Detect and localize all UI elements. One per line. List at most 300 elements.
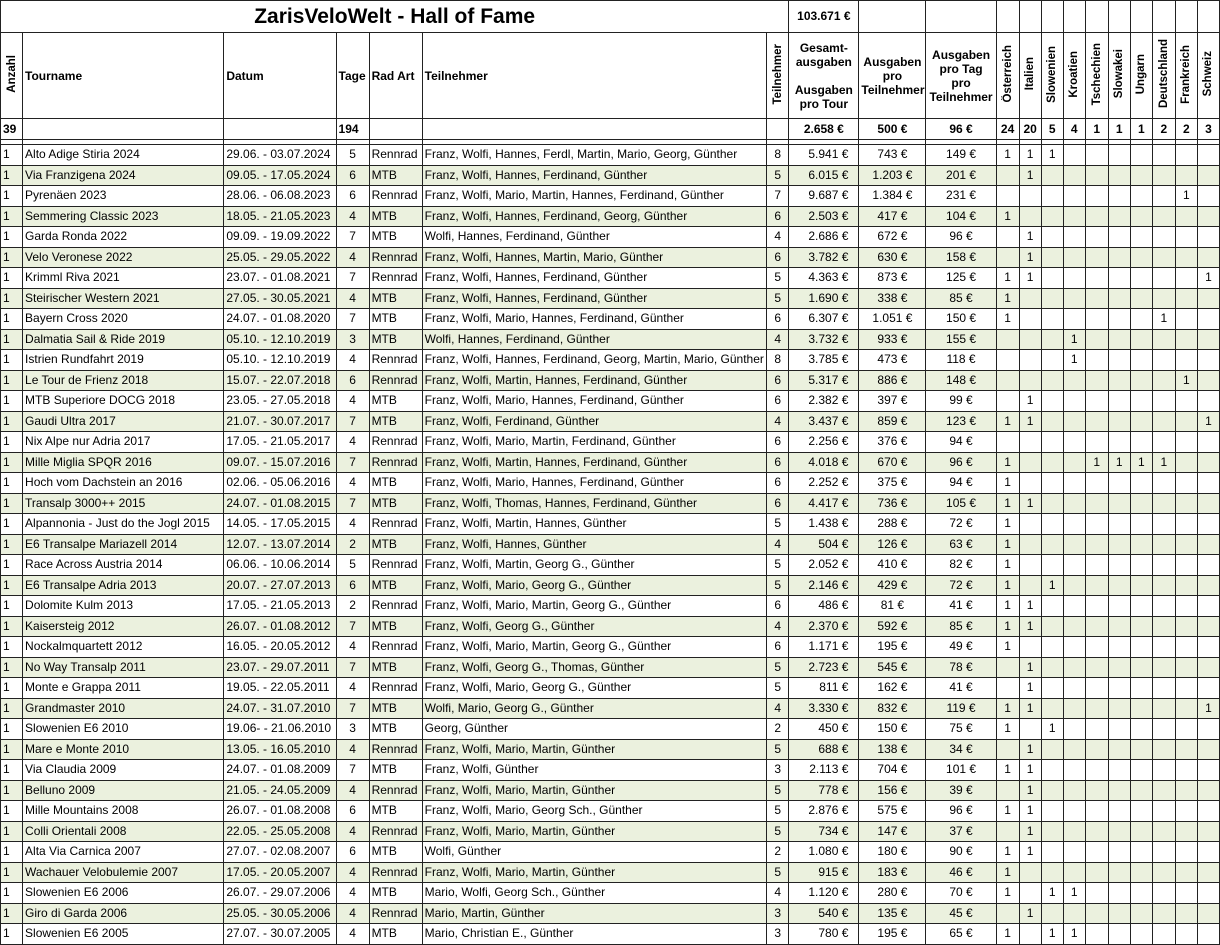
cell-teilnehmer-count: 5 xyxy=(767,739,789,760)
cell-country: 1 xyxy=(1197,268,1219,289)
cell-teilnehmer: Franz, Wolfi, Ferdinand, Günther xyxy=(422,411,767,432)
cell-country xyxy=(1130,206,1152,227)
cell-tage: 4 xyxy=(336,514,369,535)
header-pro-teilnehmer: Ausgaben pro Teilnehmer xyxy=(859,33,926,119)
cell-pro-teilnehmer: 1.203 € xyxy=(859,165,926,186)
cell-radart: MTB xyxy=(369,657,422,678)
cell-tourname: Steirischer Western 2021 xyxy=(23,288,224,309)
cell-country: 1 xyxy=(996,555,1019,576)
cell-country: 1 xyxy=(1019,227,1041,248)
cell-teilnehmer-count: 5 xyxy=(767,268,789,289)
cell-country xyxy=(1085,842,1108,863)
cell-country xyxy=(1130,760,1152,781)
cell-pro-tag: 41 € xyxy=(926,596,996,617)
cell-anzahl: 1 xyxy=(1,801,23,822)
cell-teilnehmer-count: 5 xyxy=(767,678,789,699)
cell-country: 1 xyxy=(996,616,1019,637)
cell-teilnehmer: Franz, Wolfi, Georg G., Thomas, Günther xyxy=(422,657,767,678)
cell-teilnehmer: Franz, Wolfi, Mario, Georg G., Günther xyxy=(422,678,767,699)
cell-pro-tag: 41 € xyxy=(926,678,996,699)
cell-country xyxy=(1041,657,1063,678)
cell-datum: 24.07. - 01.08.2015 xyxy=(224,493,336,514)
cell-country xyxy=(1108,268,1130,289)
cell-country: 1 xyxy=(996,719,1019,740)
table-row xyxy=(1,719,1220,740)
cell-country xyxy=(1175,760,1197,781)
cell-teilnehmer-count: 5 xyxy=(767,555,789,576)
cell-teilnehmer: Franz, Wolfi, Hannes, Ferdl, Martin, Mario, Georg, Günther xyxy=(422,145,767,166)
cell-country xyxy=(1152,637,1175,658)
cell-datum: 05.10. - 12.10.2019 xyxy=(224,329,336,350)
cell-pro-teilnehmer: 429 € xyxy=(859,575,926,596)
cell-teilnehmer-count: 6 xyxy=(767,206,789,227)
cell-anzahl: 1 xyxy=(1,452,23,473)
cell-tage: 4 xyxy=(336,432,369,453)
cell-pro-tag: 158 € xyxy=(926,247,996,268)
cell-pro-tag: 39 € xyxy=(926,780,996,801)
cell-country xyxy=(1108,370,1130,391)
cell-pro-teilnehmer: 338 € xyxy=(859,288,926,309)
table-row xyxy=(1,329,1220,350)
cell-country xyxy=(1019,862,1041,883)
cell-country xyxy=(1152,842,1175,863)
cell-country xyxy=(1041,186,1063,207)
cell-country xyxy=(1130,801,1152,822)
cell-teilnehmer: Franz, Wolfi, Georg G., Günther xyxy=(422,616,767,637)
cell-gesamt: 2.723 € xyxy=(789,657,859,678)
cell-gesamt: 2.252 € xyxy=(789,473,859,494)
cell-datum: 21.05. - 24.05.2009 xyxy=(224,780,336,801)
cell-country: 1 xyxy=(1041,883,1063,904)
table-row xyxy=(1,186,1220,207)
cell-tage: 3 xyxy=(336,329,369,350)
cell-country xyxy=(1197,862,1219,883)
cell-teilnehmer-count: 4 xyxy=(767,227,789,248)
cell-gesamt: 3.330 € xyxy=(789,698,859,719)
cell-country xyxy=(1063,432,1085,453)
cell-gesamt: 1.120 € xyxy=(789,883,859,904)
cell-anzahl: 1 xyxy=(1,165,23,186)
cell-country xyxy=(1152,760,1175,781)
cell-country xyxy=(996,432,1019,453)
cell-country xyxy=(1041,473,1063,494)
cell-radart: MTB xyxy=(369,411,422,432)
cell-anzahl: 1 xyxy=(1,288,23,309)
cell-country xyxy=(1108,616,1130,637)
table-row xyxy=(1,842,1220,863)
cell-country: 1 xyxy=(996,145,1019,166)
cell-country xyxy=(1175,616,1197,637)
cell-tourname: E6 Transalpe Adria 2013 xyxy=(23,575,224,596)
cell-datum: 27.07. - 02.08.2007 xyxy=(224,842,336,863)
cell-country xyxy=(1152,739,1175,760)
cell-teilnehmer: Georg, Günther xyxy=(422,719,767,740)
cell-radart: Rennrad xyxy=(369,637,422,658)
cell-teilnehmer-count: 4 xyxy=(767,411,789,432)
cell-country xyxy=(1085,678,1108,699)
cell-country xyxy=(1041,370,1063,391)
cell-country xyxy=(1063,739,1085,760)
cell-tage: 4 xyxy=(336,739,369,760)
cell-country: 1 xyxy=(1152,309,1175,330)
cell-teilnehmer: Franz, Wolfi, Mario, Martin, Ferdinand, Günther xyxy=(422,432,767,453)
cell-country xyxy=(1152,883,1175,904)
table-row xyxy=(1,780,1220,801)
summary-country: 2 xyxy=(1152,119,1175,140)
cell-country xyxy=(1019,555,1041,576)
cell-country xyxy=(1197,329,1219,350)
cell-country xyxy=(1063,698,1085,719)
cell-country xyxy=(1108,165,1130,186)
cell-teilnehmer-count: 6 xyxy=(767,247,789,268)
header-country: Slowakei xyxy=(1108,33,1130,119)
header-country: Ungarn xyxy=(1130,33,1152,119)
cell-teilnehmer-count: 8 xyxy=(767,145,789,166)
cell-teilnehmer: Franz, Wolfi, Martin, Hannes, Günther xyxy=(422,514,767,535)
cell-country xyxy=(1130,739,1152,760)
cell-country: 1 xyxy=(1085,452,1108,473)
cell-country xyxy=(1130,903,1152,924)
cell-country xyxy=(1108,760,1130,781)
table-row xyxy=(1,801,1220,822)
cell-pro-teilnehmer: 162 € xyxy=(859,678,926,699)
cell-datum: 24.07. - 01.08.2009 xyxy=(224,760,336,781)
cell-gesamt: 2.370 € xyxy=(789,616,859,637)
cell-tage: 2 xyxy=(336,534,369,555)
cell-pro-teilnehmer: 873 € xyxy=(859,268,926,289)
cell-country xyxy=(1108,391,1130,412)
cell-country xyxy=(1063,411,1085,432)
cell-country xyxy=(1197,678,1219,699)
cell-teilnehmer: Franz, Wolfi, Martin, Hannes, Ferdinand, Günther xyxy=(422,452,767,473)
cell-tourname: Mille Mountains 2008 xyxy=(23,801,224,822)
cell-pro-tag: 101 € xyxy=(926,760,996,781)
cell-country xyxy=(1041,206,1063,227)
cell-gesamt: 9.687 € xyxy=(789,186,859,207)
cell-country xyxy=(1197,288,1219,309)
cell-country xyxy=(1197,575,1219,596)
cell-country xyxy=(1197,452,1219,473)
summary-tage: 194 xyxy=(336,119,369,140)
cell-pro-teilnehmer: 375 € xyxy=(859,473,926,494)
cell-datum: 18.05. - 21.05.2023 xyxy=(224,206,336,227)
cell-tage: 7 xyxy=(336,227,369,248)
cell-country xyxy=(1019,186,1041,207)
cell-teilnehmer-count: 6 xyxy=(767,432,789,453)
cell-tage: 4 xyxy=(336,637,369,658)
cell-country xyxy=(1197,370,1219,391)
cell-country: 1 xyxy=(996,452,1019,473)
cell-tourname: Monte e Grappa 2011 xyxy=(23,678,224,699)
cell-teilnehmer: Franz, Wolfi, Mario, Georg G., Günther xyxy=(422,575,767,596)
cell-country xyxy=(1152,329,1175,350)
cell-teilnehmer: Franz, Wolfi, Mario, Martin, Georg G., Günther xyxy=(422,596,767,617)
cell-country xyxy=(1063,268,1085,289)
cell-radart: Rennrad xyxy=(369,268,422,289)
cell-tage: 7 xyxy=(336,760,369,781)
cell-teilnehmer: Wolfi, Mario, Georg G., Günther xyxy=(422,698,767,719)
cell-anzahl: 1 xyxy=(1,268,23,289)
cell-country xyxy=(1175,391,1197,412)
cell-country: 1 xyxy=(1063,924,1085,945)
header-teilnehmer: Teilnehmer xyxy=(422,33,767,119)
summary-pro-teilnehmer: 500 € xyxy=(859,119,926,140)
cell-teilnehmer-count: 6 xyxy=(767,309,789,330)
cell-country xyxy=(1019,206,1041,227)
cell-pro-teilnehmer: 135 € xyxy=(859,903,926,924)
cell-country xyxy=(1085,575,1108,596)
cell-country xyxy=(1130,883,1152,904)
cell-country xyxy=(1085,329,1108,350)
cell-teilnehmer-count: 6 xyxy=(767,596,789,617)
cell-radart: MTB xyxy=(369,719,422,740)
cell-country xyxy=(1041,350,1063,371)
cell-country xyxy=(1175,678,1197,699)
cell-country xyxy=(1130,227,1152,248)
cell-country xyxy=(1152,801,1175,822)
cell-country xyxy=(1175,801,1197,822)
cell-country: 1 xyxy=(1019,391,1041,412)
cell-datum: 06.06. - 10.06.2014 xyxy=(224,555,336,576)
cell-country xyxy=(1085,247,1108,268)
cell-pro-tag: 65 € xyxy=(926,924,996,945)
cell-teilnehmer: Franz, Wolfi, Mario, Hannes, Ferdinand, Günther xyxy=(422,391,767,412)
cell-country: 1 xyxy=(1019,268,1041,289)
cell-teilnehmer-count: 4 xyxy=(767,698,789,719)
cell-gesamt: 915 € xyxy=(789,862,859,883)
cell-country xyxy=(1108,596,1130,617)
cell-tage: 2 xyxy=(336,596,369,617)
cell-country xyxy=(1175,883,1197,904)
cell-anzahl: 1 xyxy=(1,227,23,248)
cell-country: 1 xyxy=(1063,883,1085,904)
cell-country: 1 xyxy=(1019,760,1041,781)
cell-radart: Rennrad xyxy=(369,432,422,453)
cell-radart: Rennrad xyxy=(369,821,422,842)
cell-radart: Rennrad xyxy=(369,186,422,207)
cell-teilnehmer: Franz, Wolfi, Mario, Martin, Georg G., Günther xyxy=(422,637,767,658)
cell-pro-tag: 96 € xyxy=(926,227,996,248)
cell-country: 1 xyxy=(996,206,1019,227)
cell-country xyxy=(1063,575,1085,596)
cell-country xyxy=(1085,350,1108,371)
cell-country xyxy=(1041,165,1063,186)
cell-country xyxy=(1197,473,1219,494)
cell-country xyxy=(1019,309,1041,330)
cell-country xyxy=(1085,616,1108,637)
cell-country xyxy=(1175,514,1197,535)
table-row xyxy=(1,821,1220,842)
cell-radart: MTB xyxy=(369,883,422,904)
cell-teilnehmer: Franz, Wolfi, Hannes, Ferdinand, Günther xyxy=(422,165,767,186)
cell-pro-tag: 45 € xyxy=(926,903,996,924)
cell-country: 1 xyxy=(996,862,1019,883)
cell-gesamt: 2.686 € xyxy=(789,227,859,248)
cell-country: 1 xyxy=(1041,924,1063,945)
cell-country: 1 xyxy=(1175,186,1197,207)
cell-country xyxy=(1130,719,1152,740)
cell-country xyxy=(1085,719,1108,740)
cell-country xyxy=(1197,206,1219,227)
cell-country xyxy=(996,391,1019,412)
cell-gesamt: 2.113 € xyxy=(789,760,859,781)
cell-pro-tag: 49 € xyxy=(926,637,996,658)
cell-country: 1 xyxy=(1019,596,1041,617)
cell-country xyxy=(1041,534,1063,555)
table-row xyxy=(1,288,1220,309)
table-row xyxy=(1,903,1220,924)
cell-country xyxy=(1197,145,1219,166)
table-row xyxy=(1,411,1220,432)
cell-country xyxy=(1108,801,1130,822)
cell-pro-tag: 75 € xyxy=(926,719,996,740)
cell-datum: 23.07. - 01.08.2021 xyxy=(224,268,336,289)
cell-country xyxy=(1063,309,1085,330)
cell-country xyxy=(1130,268,1152,289)
cell-gesamt: 1.690 € xyxy=(789,288,859,309)
cell-anzahl: 1 xyxy=(1,534,23,555)
cell-country xyxy=(1197,780,1219,801)
cell-country: 1 xyxy=(1019,411,1041,432)
cell-country xyxy=(1130,247,1152,268)
cell-teilnehmer: Franz, Wolfi, Martin, Hannes, Ferdinand, Günther xyxy=(422,370,767,391)
cell-country xyxy=(1108,883,1130,904)
header-anzahl: Anzahl xyxy=(1,33,23,119)
cell-country xyxy=(1041,698,1063,719)
cell-pro-tag: 119 € xyxy=(926,698,996,719)
cell-country xyxy=(1063,206,1085,227)
cell-country: 1 xyxy=(1130,452,1152,473)
cell-country: 1 xyxy=(996,514,1019,535)
cell-teilnehmer: Franz, Wolfi, Thomas, Hannes, Ferdinand, Günther xyxy=(422,493,767,514)
cell-gesamt: 2.382 € xyxy=(789,391,859,412)
cell-datum: 15.07. - 22.07.2018 xyxy=(224,370,336,391)
cell-country xyxy=(1197,432,1219,453)
cell-country xyxy=(1063,555,1085,576)
table-row xyxy=(1,616,1220,637)
cell-country xyxy=(1175,473,1197,494)
cell-anzahl: 1 xyxy=(1,555,23,576)
cell-country xyxy=(1130,186,1152,207)
cell-country xyxy=(1108,432,1130,453)
cell-tage: 3 xyxy=(336,719,369,740)
cell-country xyxy=(1152,616,1175,637)
cell-country xyxy=(1130,329,1152,350)
cell-pro-teilnehmer: 183 € xyxy=(859,862,926,883)
cell-radart: MTB xyxy=(369,616,422,637)
cell-tourname: Slowenien E6 2006 xyxy=(23,883,224,904)
cell-pro-tag: 90 € xyxy=(926,842,996,863)
cell-country xyxy=(1175,493,1197,514)
cell-anzahl: 1 xyxy=(1,186,23,207)
cell-country xyxy=(1152,411,1175,432)
table-row xyxy=(1,247,1220,268)
cell-country xyxy=(1063,780,1085,801)
cell-tage: 7 xyxy=(336,493,369,514)
cell-country: 1 xyxy=(996,760,1019,781)
cell-anzahl: 1 xyxy=(1,760,23,781)
cell-anzahl: 1 xyxy=(1,514,23,535)
table-row xyxy=(1,514,1220,535)
cell-teilnehmer-count: 4 xyxy=(767,883,789,904)
table-row xyxy=(1,596,1220,617)
cell-country xyxy=(1041,801,1063,822)
cell-pro-tag: 104 € xyxy=(926,206,996,227)
cell-country xyxy=(1085,760,1108,781)
cell-country xyxy=(1108,288,1130,309)
cell-country xyxy=(1041,616,1063,637)
cell-country xyxy=(1063,165,1085,186)
cell-country xyxy=(1041,903,1063,924)
cell-datum: 12.07. - 13.07.2014 xyxy=(224,534,336,555)
cell-country: 1 xyxy=(1197,411,1219,432)
cell-tourname: Velo Veronese 2022 xyxy=(23,247,224,268)
cell-gesamt: 3.782 € xyxy=(789,247,859,268)
cell-country xyxy=(1041,227,1063,248)
cell-country xyxy=(1019,350,1041,371)
cell-tourname: Mille Miglia SPQR 2016 xyxy=(23,452,224,473)
cell-tourname: Istrien Rundfahrt 2019 xyxy=(23,350,224,371)
cell-pro-teilnehmer: 832 € xyxy=(859,698,926,719)
table-row xyxy=(1,206,1220,227)
header-pro-tag: Ausgaben pro Tag pro Teilnehmer xyxy=(926,33,996,119)
cell-country: 1 xyxy=(1019,698,1041,719)
cell-country xyxy=(1197,350,1219,371)
cell-country xyxy=(996,678,1019,699)
cell-tourname: Semmering Classic 2023 xyxy=(23,206,224,227)
cell-country xyxy=(1175,206,1197,227)
cell-tourname: Alta Via Carnica 2007 xyxy=(23,842,224,863)
cell-country xyxy=(1041,555,1063,576)
cell-country: 1 xyxy=(996,596,1019,617)
cell-country xyxy=(1041,596,1063,617)
cell-country xyxy=(1130,657,1152,678)
cell-country xyxy=(1041,493,1063,514)
cell-radart: Rennrad xyxy=(369,903,422,924)
cell-country xyxy=(1130,575,1152,596)
cell-tage: 4 xyxy=(336,924,369,945)
cell-anzahl: 1 xyxy=(1,206,23,227)
cell-pro-tag: 85 € xyxy=(926,616,996,637)
cell-country xyxy=(1063,903,1085,924)
cell-country xyxy=(1197,493,1219,514)
cell-country xyxy=(1175,862,1197,883)
cell-anzahl: 1 xyxy=(1,903,23,924)
cell-country xyxy=(1197,165,1219,186)
cell-teilnehmer: Wolfi, Günther xyxy=(422,842,767,863)
cell-pro-teilnehmer: 376 € xyxy=(859,432,926,453)
cell-tage: 7 xyxy=(336,268,369,289)
cell-pro-tag: 96 € xyxy=(926,452,996,473)
cell-tourname: Nix Alpe nur Adria 2017 xyxy=(23,432,224,453)
cell-country xyxy=(1197,739,1219,760)
cell-country xyxy=(1130,473,1152,494)
cell-datum: 26.07. - 29.07.2006 xyxy=(224,883,336,904)
cell-datum: 09.05. - 17.05.2024 xyxy=(224,165,336,186)
cell-country xyxy=(1152,391,1175,412)
cell-pro-teilnehmer: 156 € xyxy=(859,780,926,801)
cell-country: 1 xyxy=(1175,370,1197,391)
cell-pro-tag: 150 € xyxy=(926,309,996,330)
header-country: Schweiz xyxy=(1197,33,1219,119)
cell-country xyxy=(996,165,1019,186)
cell-country xyxy=(1152,165,1175,186)
cell-tourname: Alpannonia - Just do the Jogl 2015 xyxy=(23,514,224,535)
cell-country xyxy=(1152,370,1175,391)
cell-radart: Rennrad xyxy=(369,247,422,268)
cell-country: 1 xyxy=(1019,657,1041,678)
cell-country xyxy=(1197,657,1219,678)
